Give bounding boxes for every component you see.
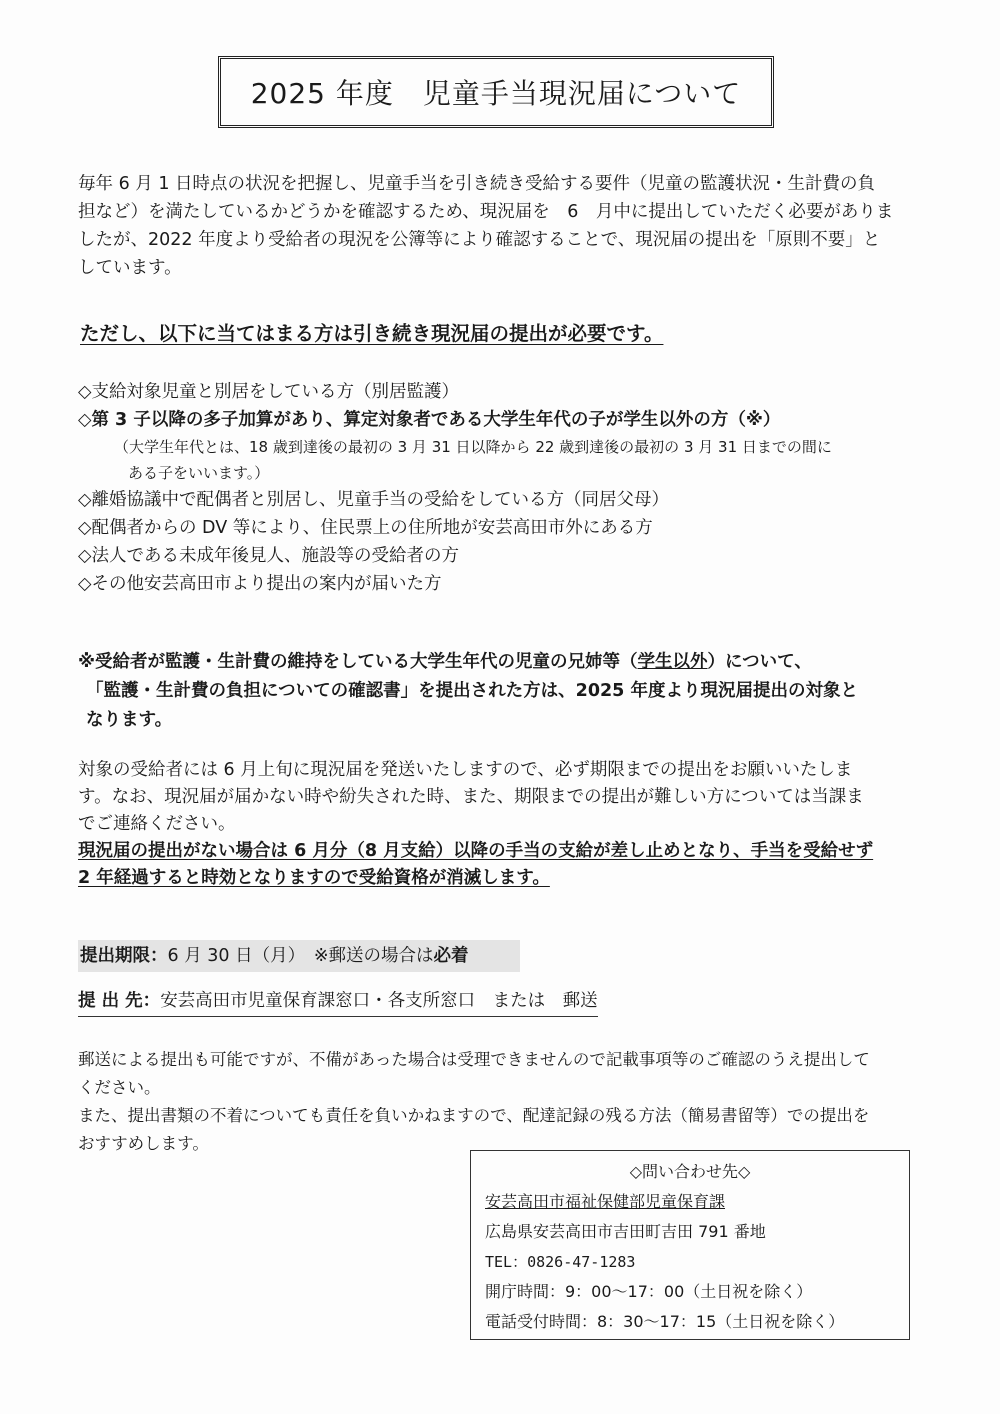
destination-row xyxy=(78,986,598,1017)
mail-note-line: おすすめします。 xyxy=(78,1134,209,1153)
destination-value: 安芸高田市児童保育課窓口・各支所窓口 または 郵送 xyxy=(160,991,598,1011)
contact-department: 安芸高田市福祉保健部児童保育課 xyxy=(485,1192,726,1211)
deadline-emphasis: 必着 xyxy=(433,946,469,966)
contact-box xyxy=(470,1150,910,1340)
mail-note xyxy=(78,1046,928,1158)
condition-divorce: ◇離婚協議中で配偶者と別居し、児童手当の受給をしている方（同居父母） xyxy=(78,490,669,510)
intro-line: 毎年 6 月 1 日時点の状況を把握し、児童手当を引き続き受給する要件（児童の監護状況・生計費の負 xyxy=(78,174,876,194)
intro-line: しています。 xyxy=(78,258,182,278)
warning-text: 2 年経過すると時効となりますので受給資格が消滅します。 xyxy=(78,868,550,888)
contact-hours: 開庁時間：9：00～17：00（土日祝を除く） xyxy=(485,1282,813,1301)
mail-note-line: 郵送による提出も可能ですが、不備があった場合は受理できませんので記載事項等のご確認のうえ提出して xyxy=(78,1050,870,1069)
special-line xyxy=(78,648,938,677)
deadline-value: 6 月 30 日（月） ※郵送の場合は xyxy=(167,946,434,966)
page-title-text: 2025 年度 児童手当現況届について xyxy=(250,77,742,110)
condition-note-line: （大学生年代とは、18 歳到達後の最初の 3 月 31 日以降から 22 歳到達後の最初の 3 月 31 日までの間に xyxy=(114,438,832,456)
target-line: でご連絡ください。 xyxy=(78,814,236,834)
contact-phone-hours: 電話受付時間：8：30～17：15（土日祝を除く） xyxy=(485,1312,845,1331)
mail-note-line: また、提出書類の不着についても責任を負いかねますので、配達記録の残る方法（簡易書留等）での提出を xyxy=(78,1106,870,1125)
condition-other: ◇その他安芸高田市より提出の案内が届いた方 xyxy=(78,574,442,594)
destination-label: 提 出 先： xyxy=(78,991,161,1011)
special-text: ※受給者が監護・生計費の維持をしている大学生年代の児童の兄姉等（ xyxy=(78,652,638,672)
condition-note-line: ある子をいいます。） xyxy=(128,464,270,482)
condition-corporate: ◇法人である未成年後見人、施設等の受給者の方 xyxy=(78,546,459,566)
contact-heading: ◇問い合わせ先◇ xyxy=(629,1162,751,1181)
conditions-list xyxy=(78,378,938,598)
target-paragraph xyxy=(78,757,938,892)
mail-note-line: ください。 xyxy=(78,1078,161,1097)
special-underline: 学生以外 xyxy=(637,652,708,672)
condition-multi-child: ◇第 3 子以降の多子加算があり、算定対象者である大学生年代の子が学生以外の方（※） xyxy=(78,410,781,430)
page-title xyxy=(218,56,774,128)
contact-tel: TEL：0826-47-1283 xyxy=(485,1253,636,1271)
target-line: す。なお、現況届が届かない時や紛失された時、また、期限までの提出が難しい方については当課ま xyxy=(78,787,864,807)
special-line: 「監護・生計費の負担についての確認書」を提出された方は、2025 年度より現況届提出の対象と xyxy=(86,681,858,701)
deadline-row xyxy=(78,940,520,972)
warning-line xyxy=(78,865,938,892)
special-note xyxy=(78,648,938,735)
intro-paragraph xyxy=(78,170,928,282)
deadline-label: 提出期限： xyxy=(80,946,168,966)
condition-separate-living: ◇支給対象児童と別居をしている方（別居監護） xyxy=(78,382,459,402)
condition-dv: ◇配偶者からの DV 等により、住民票上の住所地が安芸高田市外にある方 xyxy=(78,518,653,538)
target-line: 対象の受給者には 6 月上旬に現況届を発送いたしますので、必ず期限までの提出をお願いいたしま xyxy=(78,760,853,780)
special-line: なります。 xyxy=(86,710,173,730)
warning-text: 現況届の提出がない場合は 6 月分（8 月支給）以降の手当の支給が差し止めとなり、手当を受給せず xyxy=(78,841,874,861)
special-text: ）について、 xyxy=(707,652,812,672)
contact-address: 広島県安芸高田市吉田町吉田 791 番地 xyxy=(485,1222,766,1241)
warning-line xyxy=(78,838,938,865)
intro-line: 担など）を満たしているかどうかを確認するため、現況届を 6 月中に提出していただく必要がありま xyxy=(78,202,894,222)
condition-note xyxy=(78,434,938,486)
intro-line: したが、2022 年度より受給者の現況を公簿等により確認することで、現況届の提出を「原則不要」と xyxy=(78,230,881,250)
note-heading: ただし、以下に当てはまる方は引き続き現況届の提出が必要です。 xyxy=(80,322,664,345)
